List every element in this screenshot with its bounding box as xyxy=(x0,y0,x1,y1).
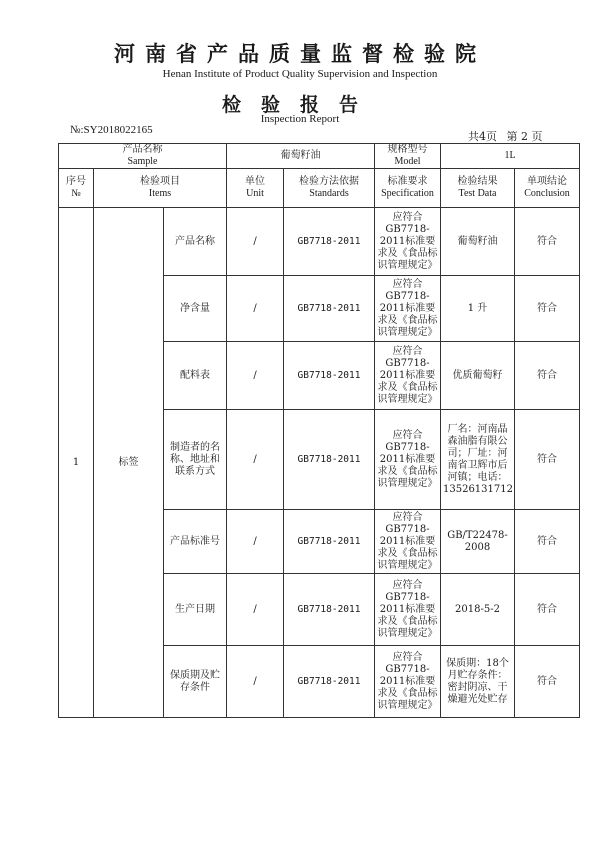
model-value: 1L xyxy=(441,144,580,169)
report-title-en: Inspection Report xyxy=(260,113,340,125)
conclusion-cell: 符合 xyxy=(515,342,580,410)
total-pages: 共4页 xyxy=(468,130,497,143)
col-spec xyxy=(375,169,441,208)
report-number: №:SY2018022165 xyxy=(70,124,153,136)
institute-name-cn: 河南省产品质量监督检验院 xyxy=(114,41,486,66)
unit-cell: / xyxy=(227,276,284,342)
conclusion-cell: 符合 xyxy=(515,574,580,646)
item-cell: 配料表 xyxy=(164,342,227,410)
conclusion-cell: 符合 xyxy=(515,208,580,276)
col-items-en: Items xyxy=(148,188,172,199)
col-unit-en: Unit xyxy=(246,188,264,199)
method-cell: GB7718-2011 xyxy=(284,646,375,718)
unit-cell: / xyxy=(227,342,284,410)
method-cell: GB7718-2011 xyxy=(284,574,375,646)
model-label xyxy=(375,144,441,169)
col-method xyxy=(284,169,375,208)
item-cell: 生产日期 xyxy=(164,574,227,646)
sample-name-value: 葡萄籽油 xyxy=(227,144,375,169)
unit-cell: / xyxy=(227,646,284,718)
col-result xyxy=(441,169,515,208)
col-spec-cn: 标准要求 xyxy=(387,176,428,187)
col-conclusion-cn: 单项结论 xyxy=(527,176,567,187)
col-method-en: Standards xyxy=(309,188,349,199)
col-unit xyxy=(227,169,284,208)
sample-name-label-cn: 产品名称 xyxy=(122,144,163,155)
institute-name-en: Henan Institute of Product Quality Supervision and Inspection xyxy=(162,68,438,80)
result-cell: 厂名：河南晶森油脂有限公司；厂址：河南省卫辉市后河镇；电话：13526131712 xyxy=(441,410,515,510)
unit-cell: / xyxy=(227,574,284,646)
spec-cell: 应符合GB7718-2011标准要求及《食品标识管理规定》 xyxy=(375,208,441,276)
col-items xyxy=(94,169,227,208)
result-cell: 1 升 xyxy=(441,276,515,342)
spec-cell: 应符合GB7718-2011标准要求及《食品标识管理规定》 xyxy=(375,510,441,574)
sample-name-label-en: Sample xyxy=(127,156,158,167)
sample-name-label xyxy=(59,144,227,169)
item-cell: 保质期及贮存条件 xyxy=(164,646,227,718)
unit-cell: / xyxy=(227,208,284,276)
model-label-cn: 规格型号 xyxy=(387,144,428,155)
col-result-cn: 检验结果 xyxy=(457,176,498,187)
spec-cell: 应符合GB7718-2011标准要求及《食品标识管理规定》 xyxy=(375,646,441,718)
col-seq-en: № xyxy=(71,188,81,199)
method-cell: GB7718-2011 xyxy=(284,276,375,342)
col-items-cn: 检验项目 xyxy=(140,176,180,187)
method-cell: GB7718-2011 xyxy=(284,342,375,410)
table-row xyxy=(59,208,580,276)
spec-cell: 应符合GB7718-2011标准要求及《食品标识管理规定》 xyxy=(375,574,441,646)
method-cell: GB7718-2011 xyxy=(284,208,375,276)
spec-cell: 应符合GB7718-2011标准要求及《食品标识管理规定》 xyxy=(375,276,441,342)
col-method-cn: 检验方法依据 xyxy=(299,176,359,187)
item-cell: 产品名称 xyxy=(164,208,227,276)
method-cell: GB7718-2011 xyxy=(284,510,375,574)
group-category: 标签 xyxy=(94,208,164,718)
report-title-cn: 检验报告 xyxy=(221,94,378,116)
model-label-en: Model xyxy=(394,156,421,167)
inspection-table xyxy=(58,143,580,718)
conclusion-cell: 符合 xyxy=(515,410,580,510)
result-cell: 优质葡萄籽 xyxy=(441,342,515,410)
page-indicator xyxy=(462,128,543,144)
spec-cell: 应符合GB7718-2011标准要求及《食品标识管理规定》 xyxy=(375,342,441,410)
group-seq: 1 xyxy=(59,208,94,718)
result-cell: 葡萄籽油 xyxy=(441,208,515,276)
conclusion-cell: 符合 xyxy=(515,510,580,574)
result-cell: 保质期：18个月贮存条件：密封阴凉、干燥避光处贮存 xyxy=(441,646,515,718)
conclusion-cell: 符合 xyxy=(515,646,580,718)
result-cell: GB/T22478-2008 xyxy=(441,510,515,574)
col-unit-cn: 单位 xyxy=(245,176,265,187)
result-cell: 2018-5-2 xyxy=(441,574,515,646)
column-header-row xyxy=(59,169,580,208)
unit-cell: / xyxy=(227,510,284,574)
conclusion-cell: 符合 xyxy=(515,276,580,342)
spec-cell: 应符合GB7718-2011标准要求及《食品标识管理规定》 xyxy=(375,410,441,510)
unit-cell: / xyxy=(227,410,284,510)
sample-row xyxy=(59,144,580,169)
col-seq xyxy=(59,169,94,208)
col-conclusion-en: Conclusion xyxy=(524,188,570,199)
col-result-en: Test Data xyxy=(458,188,497,199)
col-spec-en: Specification xyxy=(381,188,434,199)
item-cell: 净含量 xyxy=(164,276,227,342)
item-cell: 产品标准号 xyxy=(164,510,227,574)
current-page: 第 2 页 xyxy=(506,130,543,143)
item-cell: 制造者的名称、地址和联系方式 xyxy=(164,410,227,510)
col-seq-cn: 序号 xyxy=(66,176,86,187)
col-conclusion xyxy=(515,169,580,208)
method-cell: GB7718-2011 xyxy=(284,410,375,510)
